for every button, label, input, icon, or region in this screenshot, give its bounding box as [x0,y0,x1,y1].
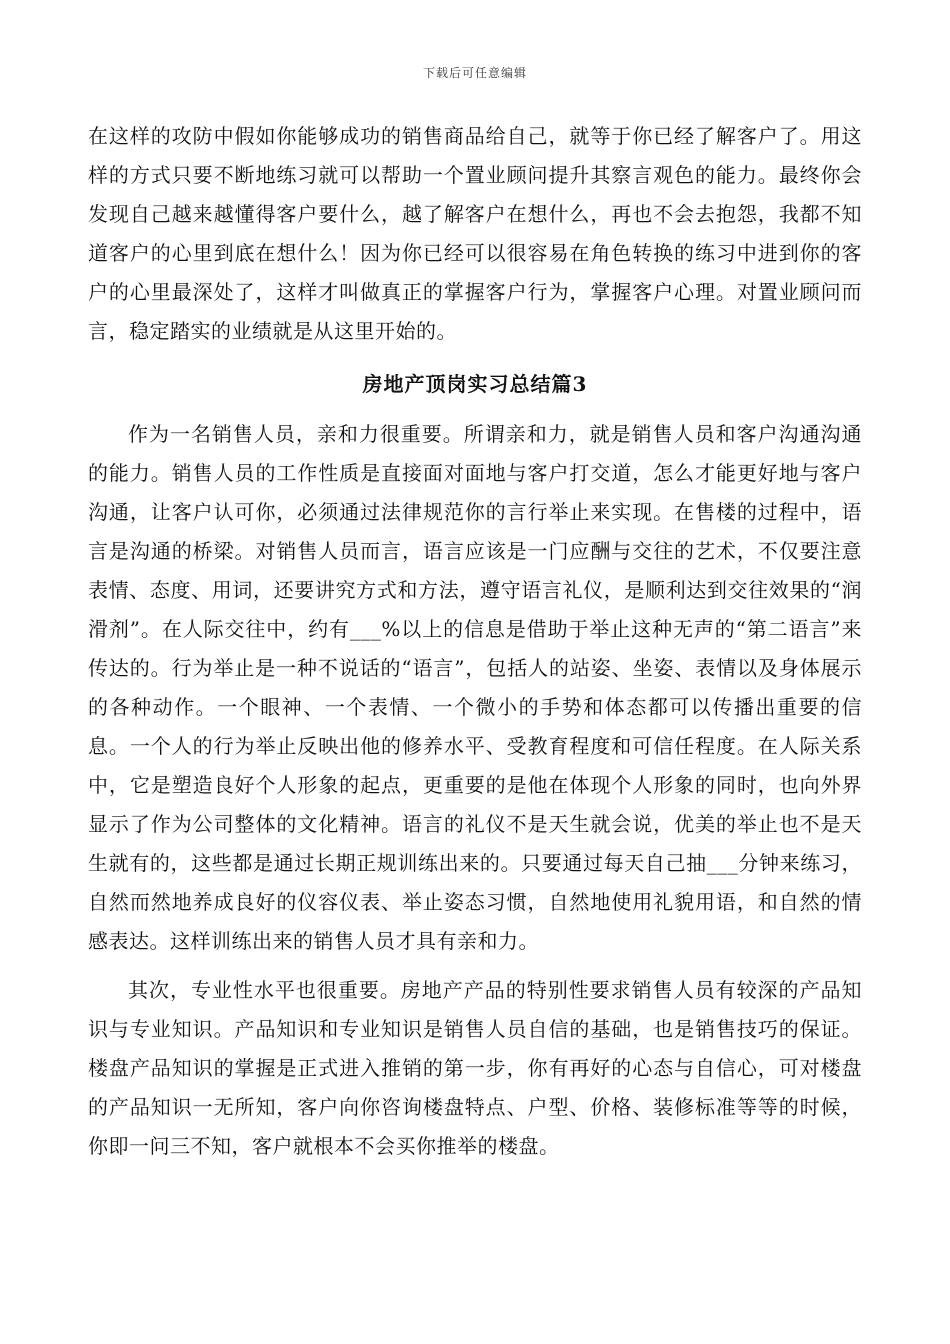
section-title: 房地产顶岗实习总结篇3 [362,372,588,396]
document-body [88,117,862,1166]
paragraph-professionalism: 其次，专业性水平也很重要。房地产产品的特别性要求销售人员有较深的产品知识与专业知识。产品知识和专业知识是销售人员自信的基础，也是销售技巧的保证。楼盘产品知识的掌握是正式进入推销的第一步，你有再好的心态与自信心，可对楼盘的产品知识一无所知，客户向你咨询楼盘特点、户型、价格、装修标准等等的时候，你即一问三不知，客户就根本不会买你推举的楼盘。 [88,978,862,1158]
paragraph-affinity: 作为一名销售人员，亲和力很重要。所谓亲和力，就是销售人员和客户沟通沟通的能力。销售人员的工作性质是直接面对面地与客户打交道，怎么才能更好地与客户沟通，让客户认可你，必须通过法律规范你的言行举止来实现。在售楼的过程中，语言是沟通的桥梁。对销售人员而言，语言应该是一门应酬与交往的艺术，不仅要注意表情、态度、用词，还要讲究方式和方法，遵守语言礼仪，是顺利达到交往效果的“润滑剂”。在人际交往中，约有___%以上的信息是借助于举止这种无声的“第二语言”来传达的。行为举止是一种不说话的“语言”，包括人的站姿、坐姿、表情以及身体展示的各种动作。一个眼神、一个表情、一个微小的手势和体态都可以传播出重要的信息。一个人的行为举止反映出他的修养水平、受教育程度和可信任程度。在人际关系中，它是塑造良好个人形象的起点，更重要的是他在体现个人形象的同时，也向外界显示了作为公司整体的文化精神。语言的礼仪不是天生就会说，优美的举止也不是天生就有的，这些都是通过长期正规训练出来的。只要通过每天自己抽___分钟来练习，自然而然地养成良好的仪容仪表、举止姿态习惯，自然地使用礼貌用语，和自然的情感表达。这样训练出来的销售人员才具有亲和力。 [88,422,862,953]
intro-paragraph: 在这样的攻防中假如你能够成功的销售商品给自己，就等于你已经了解客户了。用这样的方式只要不断地练习就可以帮助一个置业顾问提升其察言观色的能力。最终你会发现自己越来越懂得客户要什么，越了解客户在想什么，再也不会去抱怨，我都不知道客户的心里到底在想什么！因为你已经可以很容易在角色转换的练习中进到你的客户的心里最深处了，这样才叫做真正的掌握客户行为，掌握客户心理。对置业顾问而言，稳定踏实的业绩就是从这里开始的。 [88,124,862,343]
page-header-note: 下载后可任意编辑 [422,66,527,80]
